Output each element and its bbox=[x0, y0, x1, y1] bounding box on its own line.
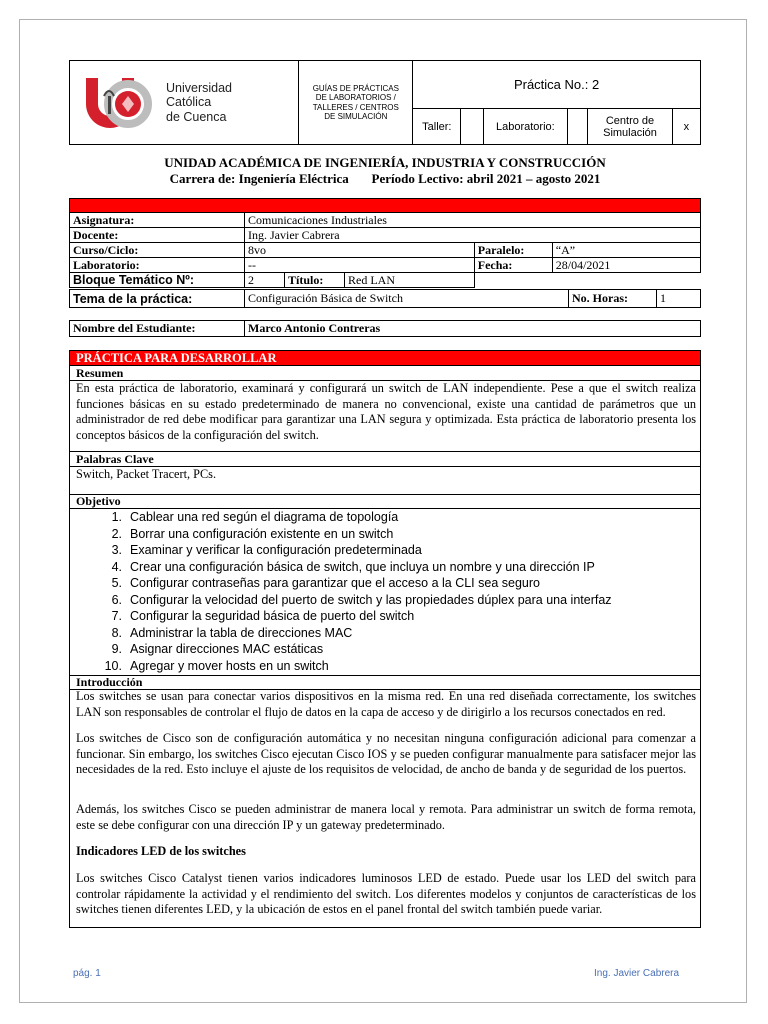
uc-crest-icon bbox=[82, 74, 154, 132]
tema-table bbox=[69, 289, 701, 308]
intro-paragraph: Además, los switches Cisco se pueden administrar de manera local y remota. Para administrar un switch de forma remota, este se debe configurar con una dirección IP y un gateway predeterminado. bbox=[76, 802, 696, 832]
document-header bbox=[69, 60, 701, 145]
list-item: 9. Asignar direcciones MAC estáticas bbox=[111, 642, 324, 656]
list-item: 7. Configurar la seguridad básica de puerto del switch bbox=[111, 609, 415, 623]
logo-cell bbox=[70, 61, 299, 145]
university-logo bbox=[82, 74, 295, 132]
student-label: Nombre del Estudiante: bbox=[70, 321, 245, 337]
titulo-label: Título: bbox=[285, 273, 345, 288]
guide-line: TALLERES / CENTROS bbox=[312, 102, 399, 112]
list-item: 5. Configurar contraseñas para garantizar que el acceso a la CLI sea seguro bbox=[111, 576, 540, 590]
guide-line: DE SIMULACIÓN bbox=[324, 112, 388, 121]
practice-box bbox=[69, 350, 701, 928]
asignatura-label: Asignatura: bbox=[70, 213, 245, 228]
paralelo-label: Paralelo: bbox=[474, 243, 552, 258]
taller-label: Taller: bbox=[413, 109, 461, 145]
red-bar bbox=[70, 199, 701, 213]
list-item: 10. Agregar y mover hosts en un switch bbox=[104, 658, 329, 673]
footer-author: Ing. Javier Cabrera bbox=[594, 968, 680, 979]
resumen-heading: Resumen bbox=[70, 366, 700, 381]
guide-line: DE LABORATORIOS / bbox=[315, 93, 396, 102]
list-item: 3. Examinar y verificar la configuración predeterminada bbox=[111, 543, 422, 557]
docente-value: Ing. Javier Cabrera bbox=[245, 228, 701, 243]
info-table bbox=[69, 198, 701, 288]
horas-label: No. Horas: bbox=[569, 290, 657, 308]
carrera-heading: Carrera de: Ingeniería Eléctrica Período Lectivo: abril 2021 – agosto 2021 bbox=[169, 171, 601, 186]
list-item: 6. Configurar la velocidad del puerto de switch y las propiedades dúplex para una interfaz bbox=[111, 592, 612, 607]
curso-value: 8vo bbox=[245, 243, 475, 258]
fecha-label: Fecha: bbox=[474, 258, 552, 273]
guide-type-cell bbox=[299, 61, 413, 145]
led-heading: Indicadores LED de los switches bbox=[76, 844, 246, 858]
practica-number: Práctica No.: 2 bbox=[413, 61, 701, 109]
objetivo-heading: Objetivo bbox=[70, 494, 700, 509]
asignatura-value: Comunicaciones Industriales bbox=[245, 213, 701, 228]
titulo-value: Red LAN bbox=[345, 273, 475, 288]
taller-checkbox bbox=[461, 109, 483, 145]
laboratorio-checkbox bbox=[568, 109, 588, 145]
resumen-text: En esta práctica de laboratorio, examinará y configurará un switch de LAN independiente. Pese a que el switch realiza funciones básicas en su estado predeterminado de manera no convencional, existe una cantidad de parámetros que un administrador de red debe modificar para garantizar una LAN segura y optimizada. Esta práctica de laboratorio presenta los conceptos básicos de la configuración del switch. bbox=[76, 381, 696, 442]
unidad-heading: UNIDAD ACADÉMICA DE INGENIERÍA, INDUSTRIA Y CONSTRUCCIÓN bbox=[164, 155, 606, 170]
docente-label: Docente: bbox=[70, 228, 245, 243]
horas-value: 1 bbox=[657, 290, 701, 308]
objective-list bbox=[100, 509, 612, 674]
guide-line: GUÍAS DE PRÁCTICAS bbox=[312, 83, 399, 93]
centro-checkbox: x bbox=[672, 109, 700, 145]
palabras-heading: Palabras Clave bbox=[70, 452, 700, 467]
university-name-line: Universidad bbox=[166, 80, 233, 95]
list-item: 2. Borrar una configuración existente en un switch bbox=[111, 526, 394, 541]
intro-paragraph: Los switches se usan para conectar varios dispositivos en la misma red. En una red diseñada correctamente, los switches LAN son responsables de controlar el flujo de datos en la capa de acceso y de dirigirlo a los recursos conectados en red. bbox=[76, 689, 696, 719]
page-number: pág. 1 bbox=[73, 968, 101, 979]
fecha-value: 28/04/2021 bbox=[552, 258, 700, 273]
list-item: 8. Administrar la tabla de direcciones MAC bbox=[111, 625, 353, 640]
list-item: 4. Crear una configuración básica de switch, que incluya un nombre y una dirección IP bbox=[111, 559, 595, 574]
paralelo-value: “A” bbox=[552, 243, 700, 258]
practice-title: PRÁCTICA PARA DESARROLLAR bbox=[70, 351, 700, 366]
laboratorio-option-label: Laboratorio: bbox=[483, 109, 568, 145]
intro-paragraph: Los switches de Cisco son de configuración automática y no necesitan ninguna configuración adicional para comenzar a funcionar. Sin embargo, los switches Cisco ejecutan Cisco IOS y se pueden configurar manualmente para satisfacer mejor las necesidades de la red. Esto incluye el ajuste de los requisitos de velocidad, de ancho de banda y de seguridad de los puertos. bbox=[76, 731, 696, 776]
laboratorio-value: -- bbox=[245, 258, 475, 273]
tema-label: Tema de la práctica: bbox=[70, 290, 245, 308]
laboratorio-label: Laboratorio: bbox=[70, 258, 245, 273]
university-name-line: Católica bbox=[166, 95, 212, 110]
bloque-label: Bloque Temático Nº: bbox=[70, 273, 245, 288]
student-name: Marco Antonio Contreras bbox=[245, 321, 701, 337]
blank-cell bbox=[474, 273, 700, 288]
list-item: 1. Cablear una red según el diagrama de topología bbox=[111, 510, 399, 524]
palabras-text: Switch, Packet Tracert, PCs. bbox=[76, 467, 217, 481]
university-name-line: de Cuenca bbox=[166, 109, 227, 124]
curso-label: Curso/Ciclo: bbox=[70, 243, 245, 258]
led-paragraph: Los switches Cisco Catalyst tienen varios indicadores luminosos LED de estado. Puede usar los LED del switch para controlar rápidamente la actividad y el rendimiento del switch. Los diferentes modelos y conjuntos de características de los switches tienen diferentes LED, y la ubicación de estos en el panel frontal del switch también puede variar. bbox=[76, 871, 696, 916]
tema-value: Configuración Básica de Switch bbox=[245, 290, 569, 308]
bloque-value: 2 bbox=[245, 273, 285, 288]
intro-heading: Introducción bbox=[70, 675, 700, 690]
student-table bbox=[69, 320, 701, 337]
centro-label: Centro de Simulación bbox=[588, 109, 673, 145]
